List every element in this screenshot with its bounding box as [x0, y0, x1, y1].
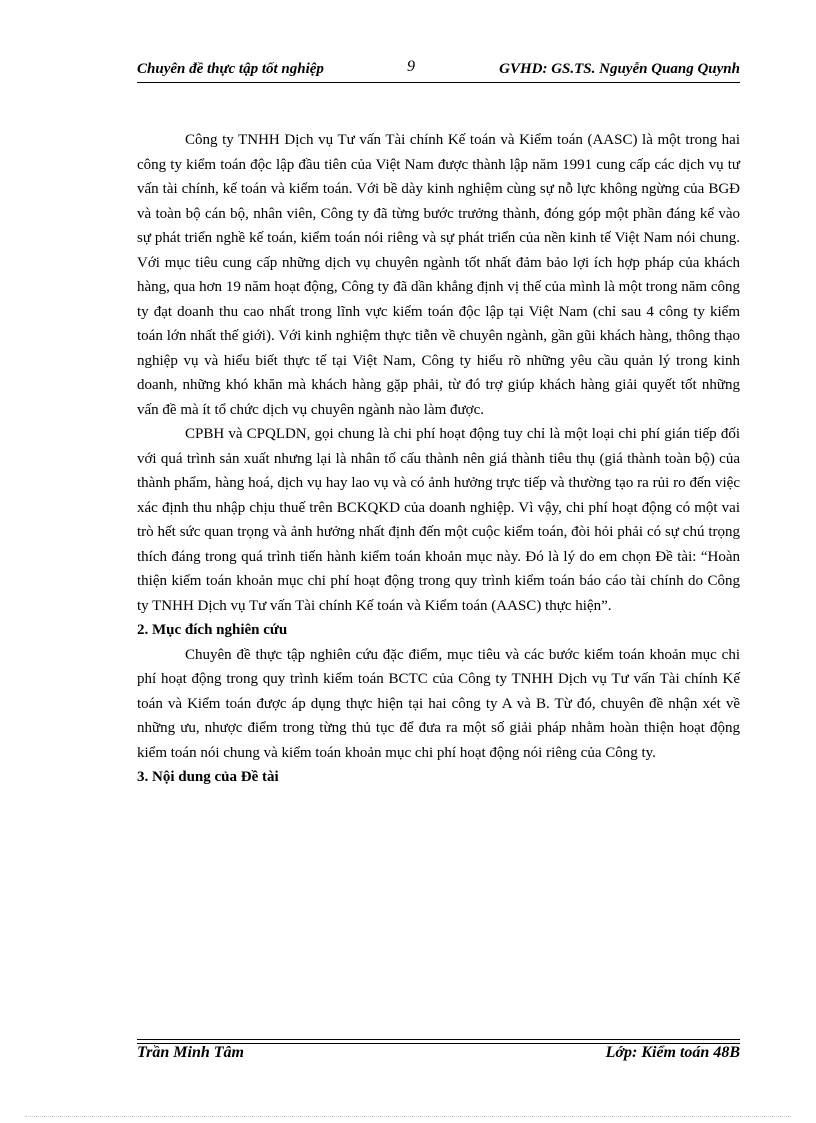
document-body [137, 128, 740, 790]
page-edge-divider [25, 1116, 791, 1117]
header-report-title: Chuyên đề thực tập tốt nghiệp [137, 61, 324, 77]
header-rule [137, 82, 740, 83]
header-page-number: 9 [407, 58, 415, 75]
page-footer [137, 1044, 740, 1066]
paragraph-company-intro: Công ty TNHH Dịch vụ Tư vấn Tài chính Kế toán và Kiểm toán (AASC) là một trong hai công ty kiểm toán độc lập đầu tiên của Việt Nam được thành lập năm 1991 cung cấp các dịch vụ tư vấn tài chính, kế toán và kiểm toán. Với bề dày kinh nghiệm cùng sự nỗ lực không ngừng của BGĐ và toàn bộ cán bộ, nhân viên, Công ty đã từng bước trưởng thành, đóng góp một phần đáng kể vào sự phát triển nghề kế toán, kiểm toán nói riêng và sự phát triển của nền kinh tế Việt Nam nói chung. Với mục tiêu cung cấp những dịch vụ chuyên ngành tốt nhất đảm bảo lợi ích hợp pháp của khách hàng, qua hơn 19 năm hoạt động, Công ty đã dần khẳng định vị thế của mình là một trong năm công ty đạt doanh thu cao nhất trong lĩnh vực kiểm toán độc lập tại Việt Nam (chỉ sau 4 công ty kiểm toán lớn nhất thế giới). Với kinh nghiệm thực tiễn về chuyên ngành, gần gũi khách hàng, thông thạo nghiệp vụ và hiểu biết thực tế tại Việt Nam, Công ty hiểu rõ những yêu cầu quản lý trong kinh doanh, những khó khăn mà khách hàng gặp phải, từ đó trợ giúp khách hàng giải quyết tốt những vấn đề mà ít tổ chức dịch vụ chuyên ngành nào làm được. [137, 132, 740, 418]
footer-author: Trần Minh Tâm [137, 1044, 244, 1061]
paragraph-topic-rationale: CPBH và CPQLDN, gọi chung là chi phí hoạt động tuy chỉ là một loại chi phí gián tiếp đối với quá trình sản xuất nhưng lại là nhân tố cấu thành nên giá thành tiêu thụ (giá thành toàn bộ) của thành phẩm, hàng hoá, dịch vụ hay lao vụ và có ảnh hưởng trực tiếp và thường tạo ra rủi ro đến việc xác định thu nhập chịu thuế trên BCKQKD của doanh nghiệp. Vì vậy, chi phí hoạt động có một vai trò hết sức quan trọng và ảnh hưởng nhất định đến một cuộc kiểm toán, đòi hỏi phải có sự chú trọng thích đáng trong quá trình tiến hành kiểm toán khoản mục này. Đó là lý do em chọn Đề tài: “Hoàn thiện kiểm toán khoản mục chi phí hoạt động trong quy trình kiểm toán báo cáo tài chính do Công ty TNHH Dịch vụ Tư vấn Tài chính Kế toán và Kiểm toán (AASC) thực hiện”. [137, 426, 740, 614]
paragraph-research-purpose: Chuyên đề thực tập nghiên cứu đặc điểm, mục tiêu và các bước kiểm toán khoản mục chi phí hoạt động trong quy trình kiểm toán BCTC của Công ty TNHH Dịch vụ Tư vấn Tài chính Kế toán và Kiểm toán được áp dụng thực hiện tại hai công ty A và B. Từ đó, chuyên đề nhận xét về những ưu, nhược điểm trong từng thủ tục để đưa ra một số giải pháp nhằm hoàn thiện hoạt động kiểm toán nói chung và kiểm toán khoản mục chi phí hoạt động nói riêng của Công ty. [137, 646, 740, 761]
footer-class: Lớp: Kiểm toán 48B [605, 1044, 740, 1061]
page-header [137, 58, 740, 82]
header-supervisor: GVHD: GS.TS. Nguyễn Quang Quynh [499, 61, 740, 77]
section-heading-topic-content: 3. Nội dung của Đề tài [137, 769, 279, 785]
section-heading-research-purpose: 2. Mục đích nghiên cứu [137, 622, 288, 638]
